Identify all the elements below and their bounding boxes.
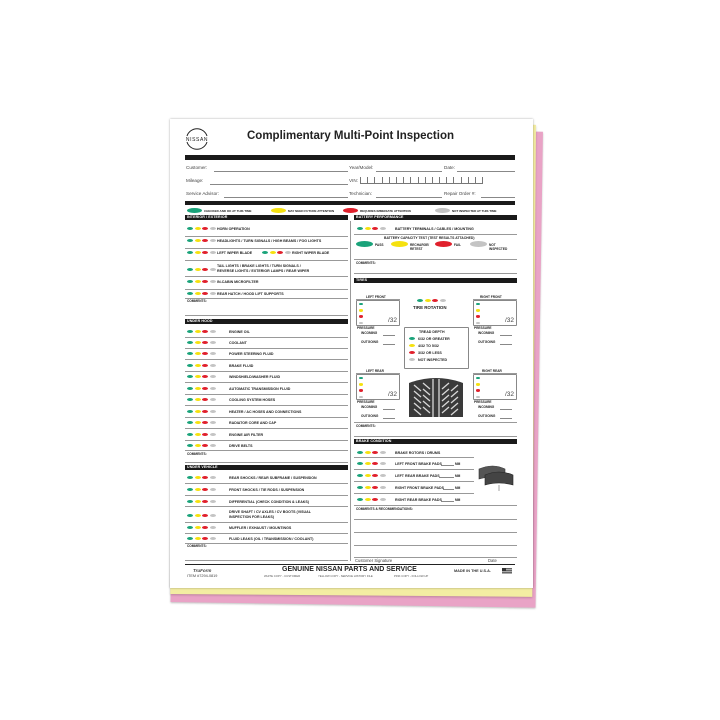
- status-dots[interactable]: [187, 352, 216, 355]
- check-item: BATTERY TERMINALS / CABLES / MOUNTING: [395, 226, 474, 231]
- signature-date-label: Date: [488, 558, 497, 563]
- status-dots[interactable]: [187, 268, 216, 271]
- gray-dot-icon: [409, 358, 415, 361]
- legend-divider: [185, 201, 515, 205]
- status-dots[interactable]: [187, 292, 216, 295]
- comments-field[interactable]: [354, 436, 517, 437]
- row-divider: [185, 495, 348, 496]
- incoming-field[interactable]: [383, 335, 395, 336]
- section-header-tires: TIRES: [354, 278, 517, 283]
- date-label: Date:: [444, 165, 455, 170]
- outgoing-field[interactable]: [500, 418, 512, 419]
- tread-legend-label: NOT INSPECTED: [418, 357, 448, 362]
- row-divider: [354, 505, 517, 506]
- status-dots[interactable]: [187, 227, 216, 230]
- check-item: AUTOMATIC TRANSMISSION FLUID: [229, 386, 291, 391]
- status-dots[interactable]: [187, 398, 216, 401]
- outgoing-label: OUTGOING: [361, 414, 379, 418]
- technician-label: Technician:: [349, 191, 372, 196]
- check-item: FLUID LEAKS (OIL / TRANSMISSION / COOLANT): [229, 536, 314, 541]
- row-divider: [185, 440, 348, 441]
- row-divider: [354, 422, 517, 423]
- result-label: RETEST: [410, 246, 423, 251]
- date-field[interactable]: [457, 171, 515, 172]
- check-item: MUFFLER / EXHAUST / MOUNTINGS: [229, 525, 292, 530]
- incoming-label: INCOMING: [361, 405, 378, 409]
- check-item: RADIATOR CORE AND CAP: [229, 420, 277, 425]
- section-header-interior: INTERIOR / EXTERIOR: [185, 215, 348, 220]
- status-dots[interactable]: [187, 387, 216, 390]
- repair-order-label: Repair Order #:: [444, 191, 476, 196]
- red-oval-icon: [435, 241, 452, 247]
- tread-unit: /32: [387, 317, 397, 324]
- incoming-field[interactable]: [500, 409, 512, 410]
- row-divider: [354, 259, 517, 260]
- row-divider: [185, 405, 348, 406]
- row-divider: [354, 234, 517, 235]
- status-dots[interactable]: [187, 500, 216, 503]
- vin-field[interactable]: [360, 177, 483, 184]
- check-item: REAR HATCH / HOOD LIFT SUPPORTS: [217, 291, 284, 296]
- row-divider: [185, 236, 348, 237]
- row-divider: [185, 483, 348, 484]
- tread-legend-label: 6/32 OR GREATER: [418, 336, 450, 341]
- status-dots[interactable]: [187, 410, 216, 413]
- left-front-label: LEFT FRONT: [366, 295, 386, 299]
- status-dots[interactable]: [187, 537, 216, 540]
- comments-label: COMMENTS & RECOMMENDATIONS:: [356, 507, 413, 511]
- tread-dots[interactable]: [359, 303, 363, 324]
- tread-unit: /32: [387, 391, 397, 398]
- mm-unit: MM: [455, 461, 461, 466]
- tread-dots[interactable]: [476, 303, 480, 324]
- comments-field[interactable]: [354, 532, 517, 533]
- status-dots[interactable]: [187, 526, 216, 529]
- header-divider: [185, 155, 515, 160]
- row-divider: [354, 493, 474, 494]
- legend-label: REQUIRES IMMEDIATE ATTENTION: [360, 209, 411, 213]
- red-dot-icon: [409, 351, 415, 354]
- outgoing-label: OUTGOING: [478, 340, 496, 344]
- check-item: BRAKE FLUID: [229, 363, 254, 368]
- check-item: ENGINE OIL: [229, 329, 250, 334]
- section-header-under-vehicle: UNDER VEHICLE: [185, 465, 348, 470]
- row-divider: [354, 457, 474, 458]
- check-item: LEFT WIPER BLADE: [217, 250, 253, 255]
- status-dots[interactable]: [187, 375, 216, 378]
- tread-depth-title: TREAD DEPTH: [419, 330, 445, 334]
- status-dots[interactable]: [357, 462, 386, 465]
- outgoing-field[interactable]: [383, 418, 395, 419]
- comments-label: COMMENTS:: [187, 299, 207, 303]
- mileage-field[interactable]: [210, 184, 348, 185]
- year-model-field[interactable]: [376, 171, 442, 172]
- pressure-label: PRESSURE: [357, 326, 375, 330]
- check-item: DIFFERENTIAL (CHECK CONDITION & LEAKS): [229, 499, 309, 504]
- comments-label: COMMENTS:: [356, 424, 376, 428]
- row-divider: [185, 506, 348, 507]
- status-dots[interactable]: [187, 330, 216, 333]
- footer-title: GENUINE NISSAN PARTS AND SERVICE: [282, 566, 417, 573]
- row-divider: [185, 289, 348, 290]
- check-item: COOLANT: [229, 340, 247, 345]
- incoming-label: INCOMING: [361, 331, 378, 335]
- made-in-usa: MADE IN THE U.S.A.: [454, 569, 491, 573]
- row-divider: [185, 348, 348, 349]
- pressure-label: PRESSURE: [474, 326, 492, 330]
- status-dots[interactable]: [187, 514, 216, 517]
- us-flag-icon: [502, 568, 512, 574]
- result-label: INSPECTED: [489, 246, 508, 251]
- vin-label: VIN:: [349, 178, 358, 183]
- check-item: LEFT FRONT BRAKE PADS: [395, 461, 442, 466]
- comments-field[interactable]: [354, 273, 517, 274]
- logo-text: NISSAN: [185, 136, 209, 143]
- row-divider: [185, 276, 348, 277]
- row-divider: [185, 394, 348, 395]
- row-divider: [185, 371, 348, 372]
- status-dots[interactable]: [187, 433, 216, 436]
- section-header-under-hood: UNDER HOOD: [185, 319, 348, 324]
- incoming-field[interactable]: [383, 409, 395, 410]
- truform-logo: TruForm: [193, 568, 212, 573]
- comments-label: COMMENTS:: [187, 544, 207, 548]
- row-divider: [185, 248, 348, 249]
- outgoing-field[interactable]: [500, 344, 512, 345]
- gray-oval-icon: [470, 241, 487, 247]
- copy-pink: PINK COPY - FOLLOW-UP: [394, 574, 429, 578]
- capacity-test-label: BATTERY CAPACITY TEST (TEST RESULTS ATTACHED): [384, 236, 475, 240]
- check-item: COOLING SYSTEM HOSES: [229, 397, 276, 402]
- status-dots[interactable]: [357, 451, 386, 454]
- row-divider: [185, 543, 348, 544]
- check-item: HEADLIGHTS / TURN SIGNALS / HIGH BEAMS / FOG LIGHTS: [217, 238, 322, 243]
- yellow-oval-icon: [271, 208, 286, 213]
- mileage-label: Mileage:: [186, 178, 204, 183]
- result-label: NOT: [489, 242, 496, 247]
- right-front-tread-box[interactable]: [473, 300, 517, 326]
- tread-unit: /32: [504, 317, 514, 324]
- row-divider: [185, 298, 348, 299]
- row-divider: [185, 359, 348, 360]
- tread-legend-label: 4/32 TO 5/32: [418, 343, 439, 348]
- red-oval-icon: [343, 208, 358, 213]
- page-title: Complimentary Multi-Point Inspection: [247, 130, 455, 142]
- comments-label: COMMENTS:: [356, 261, 376, 265]
- status-dots[interactable]: [187, 280, 216, 283]
- row-divider: [185, 382, 348, 383]
- tire-rotation-dots[interactable]: [417, 299, 446, 302]
- item-number: ITEM #7294-0819: [187, 574, 218, 578]
- check-item: REVERSE LIGHTS / EXTERIOR LAMPS / REAR WIPER: [217, 268, 310, 273]
- check-item: HEATER / AC HOSES AND CONNECTIONS: [229, 409, 302, 414]
- check-item: IN-CABIN MICROFILTER: [217, 279, 259, 284]
- status-dots[interactable]: [187, 239, 216, 242]
- outgoing-label: OUTGOING: [478, 414, 496, 418]
- check-item: RIGHT WIPER BLADE: [292, 250, 330, 255]
- check-item: LEFT REAR BRAKE PADS: [395, 473, 440, 478]
- service-advisor-field[interactable]: [224, 197, 348, 198]
- outgoing-label: OUTGOING: [361, 340, 379, 344]
- row-divider: [185, 533, 348, 534]
- section-header-brakes: BRAKE CONDITION: [354, 439, 517, 444]
- left-rear-tread-box[interactable]: [356, 374, 400, 400]
- legend-label: CHECKED AND OK AT THIS TIME: [204, 209, 252, 213]
- row-divider: [354, 481, 474, 482]
- service-advisor-label: Service Advisor:: [186, 191, 219, 196]
- pad-mm-field[interactable]: [441, 501, 454, 502]
- incoming-label: INCOMING: [478, 405, 495, 409]
- mm-unit: MM: [455, 485, 461, 490]
- comments-field[interactable]: [185, 315, 348, 316]
- status-dots[interactable]: [357, 474, 386, 477]
- year-model-label: Year/Model:: [349, 165, 374, 170]
- comments-field[interactable]: [185, 560, 348, 561]
- status-dots[interactable]: [357, 498, 386, 501]
- comments-field[interactable]: [185, 462, 348, 463]
- incoming-label: INCOMING: [478, 331, 495, 335]
- pressure-label: PRESSURE: [357, 400, 375, 404]
- tread-legend-label: 3/32 OR LESS: [418, 350, 442, 355]
- brake-pads-icon: [475, 463, 517, 493]
- result-label: RECHARGE/: [410, 242, 430, 247]
- nissan-logo: [184, 126, 210, 152]
- green-oval-icon: [356, 241, 373, 247]
- yellow-dot-icon: [409, 344, 415, 347]
- tread-dots[interactable]: [476, 377, 480, 398]
- tire-rotation-label: TIRE ROTATION: [413, 305, 447, 310]
- outgoing-field[interactable]: [383, 344, 395, 345]
- check-item: FRONT SHOCKS / TIE RODS / SUSPENSION: [229, 487, 305, 492]
- comments-field[interactable]: [354, 545, 517, 546]
- check-item: RIGHT REAR BRAKE PADS: [395, 497, 442, 502]
- tread-unit: /32: [504, 391, 514, 398]
- status-dots[interactable]: [187, 251, 216, 254]
- footer-divider: [185, 564, 515, 565]
- status-dots[interactable]: [357, 227, 386, 230]
- customer-field[interactable]: [214, 171, 348, 172]
- right-rear-tread-box[interactable]: [473, 374, 517, 400]
- result-label: FAIL: [454, 242, 461, 247]
- tire-tread-icon: [406, 375, 466, 417]
- legend-label: MAY NEED FUTURE ATTENTION: [288, 209, 335, 213]
- check-item: INSPECTION FOR LEAKS): [229, 514, 274, 519]
- right-front-label: RIGHT FRONT: [480, 295, 502, 299]
- green-dot-icon: [409, 337, 415, 340]
- check-item: HORN OPERATION: [217, 226, 250, 231]
- inspection-form: [170, 119, 533, 588]
- pad-mm-field[interactable]: [441, 465, 454, 466]
- incoming-field[interactable]: [500, 335, 512, 336]
- check-item: RIGHT FRONT BRAKE PADS: [395, 485, 445, 490]
- row-divider: [185, 450, 348, 451]
- status-dots[interactable]: [187, 488, 216, 491]
- comments-field[interactable]: [354, 519, 517, 520]
- left-front-tread-box[interactable]: [356, 300, 400, 326]
- row-divider: [185, 428, 348, 429]
- status-dots[interactable]: [187, 444, 216, 447]
- pad-mm-field[interactable]: [443, 489, 454, 490]
- mm-unit: MM: [455, 473, 461, 478]
- green-oval-icon: [187, 208, 202, 213]
- check-item: WINDSHIELD/WASHER FLUID: [229, 374, 281, 379]
- result-label: PASS: [375, 242, 384, 247]
- gray-oval-icon: [435, 208, 450, 213]
- tread-depth-legend: [404, 327, 469, 369]
- legend-label: NOT INSPECTED AT THIS TIME: [452, 209, 497, 213]
- check-item: DRIVE SHAFT / CV AXLES / CV BOOTS (VISUAL: [229, 509, 311, 514]
- row-divider: [185, 337, 348, 338]
- comments-label: COMMENTS:: [187, 452, 207, 456]
- column-divider: [350, 221, 351, 561]
- row-divider: [185, 260, 348, 261]
- status-dots[interactable]: [262, 251, 291, 254]
- status-dots[interactable]: [187, 341, 216, 344]
- row-divider: [354, 469, 474, 470]
- customer-signature-label: Customer Signature: [355, 558, 393, 563]
- tread-dots[interactable]: [359, 377, 363, 398]
- section-header-battery: BATTERY PERFORMANCE: [354, 215, 517, 220]
- customer-label: Customer:: [186, 165, 208, 170]
- yellow-oval-icon: [391, 241, 408, 247]
- mm-unit: MM: [455, 497, 461, 502]
- check-item: POWER STEERING FLUID: [229, 351, 274, 356]
- check-item: BRAKE ROTORS / DRUMS: [395, 450, 441, 455]
- pressure-label: PRESSURE: [474, 400, 492, 404]
- left-rear-label: LEFT REAR: [366, 369, 384, 373]
- copy-white: WHITE COPY - CUSTOMER: [264, 574, 301, 578]
- check-item: TAIL LIGHTS / BRAKE LIGHTS / TURN SIGNALS /: [217, 263, 301, 268]
- row-divider: [185, 417, 348, 418]
- check-item: REAR SHOCKS / REAR SUBFRAME / SUSPENSION: [229, 475, 317, 480]
- technician-field[interactable]: [376, 197, 442, 198]
- copy-yellow: YELLOW COPY - SERVICE HISTORY FILE: [318, 574, 373, 578]
- repair-order-field[interactable]: [481, 197, 515, 198]
- pad-mm-field[interactable]: [439, 477, 454, 478]
- status-dots[interactable]: [187, 476, 216, 479]
- check-item: ENGINE AIR FILTER: [229, 432, 264, 437]
- status-dots[interactable]: [357, 486, 386, 489]
- status-dots[interactable]: [187, 364, 216, 367]
- status-dots[interactable]: [187, 421, 216, 424]
- row-divider: [185, 522, 348, 523]
- check-item: DRIVE BELTS: [229, 443, 253, 448]
- right-rear-label: RIGHT REAR: [482, 369, 502, 373]
